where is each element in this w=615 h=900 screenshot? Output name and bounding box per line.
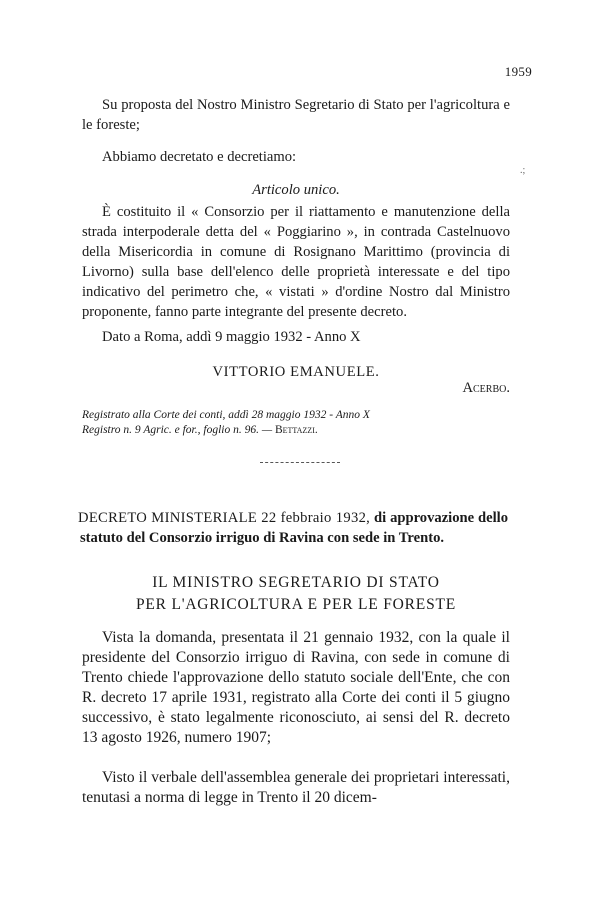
authority-line2: PER L'AGRICOLTURA E PER LE FORESTE [135,596,457,613]
registration-line2-text: Registro n. 9 Agric. e for., foglio n. 96. — [82,424,273,436]
registration-signer: Bettazzi. [274,424,318,436]
section-divider [260,462,340,463]
signature-minister: Acerbo. [462,380,510,396]
preamble-proposal: Su proposta del Nostro Ministro Segretario di Stato per l'agricoltura e le foreste; [82,97,510,133]
article-text: È costituito il « Consorzio per il riattamento e manutenzione della strada interpoderale detta del « Poggiarino », in contrada Castelnuovo della Misericordia in comune di Rosignano Marittimo (provincia di Livorno) sulla base dell'elenco delle proprietà interessate e del tipo indicativo del perimetro che, « vistati » d'ordine Nostro dal Ministro proponente, fanno parte integrante del presente decreto. [82,204,510,320]
registration-line2 [82,423,510,438]
registration-note [82,408,510,438]
authority-heading [82,572,510,616]
decree-heading [80,508,508,548]
margin-mark: .; [520,165,526,176]
dated-line: Dato a Roma, addì 9 maggio 1932 - Anno X [102,329,361,345]
signature-king: VITTORIO EMANUELE. [212,364,380,380]
decree-subject: di approvazione dello statuto del Consorzio irriguo di Ravina con sede in Trento. [80,510,508,546]
registration-line1: Registrato alla Corte dei conti, addì 28 maggio 1932 - Anno X [82,409,370,421]
body-paragraph-1: Vista la domanda, presentata il 21 gennaio 1932, con la quale il presidente del Consorzio irriguo di Ravina, con sede in comune di Trento chiede l'approvazione dello statuto sociale dell'Ente, che con R. decreto 17 aprile 1931, registrato alla Corte dei conti il 5 giugno successivo, è stato legalmente riconosciuto, ai sensi del R. decreto 13 agosto 1926, numero 1907; [82,629,510,746]
article-title: Articolo unico. [252,182,340,198]
body-paragraph-2: Visto il verbale dell'assemblea generale dei proprietari interessati, tenutasi a norma di legge in Trento il 20 dicem- [82,769,510,806]
authority-line1: IL MINISTRO SEGRETARIO DI STATO [152,574,440,591]
preamble-decree: Abbiamo decretato e decretiamo: [102,149,297,165]
decree-intro: DECRETO MINISTERIALE 22 febbraio 1932, [78,510,371,526]
page-number: 1959 [504,64,532,79]
